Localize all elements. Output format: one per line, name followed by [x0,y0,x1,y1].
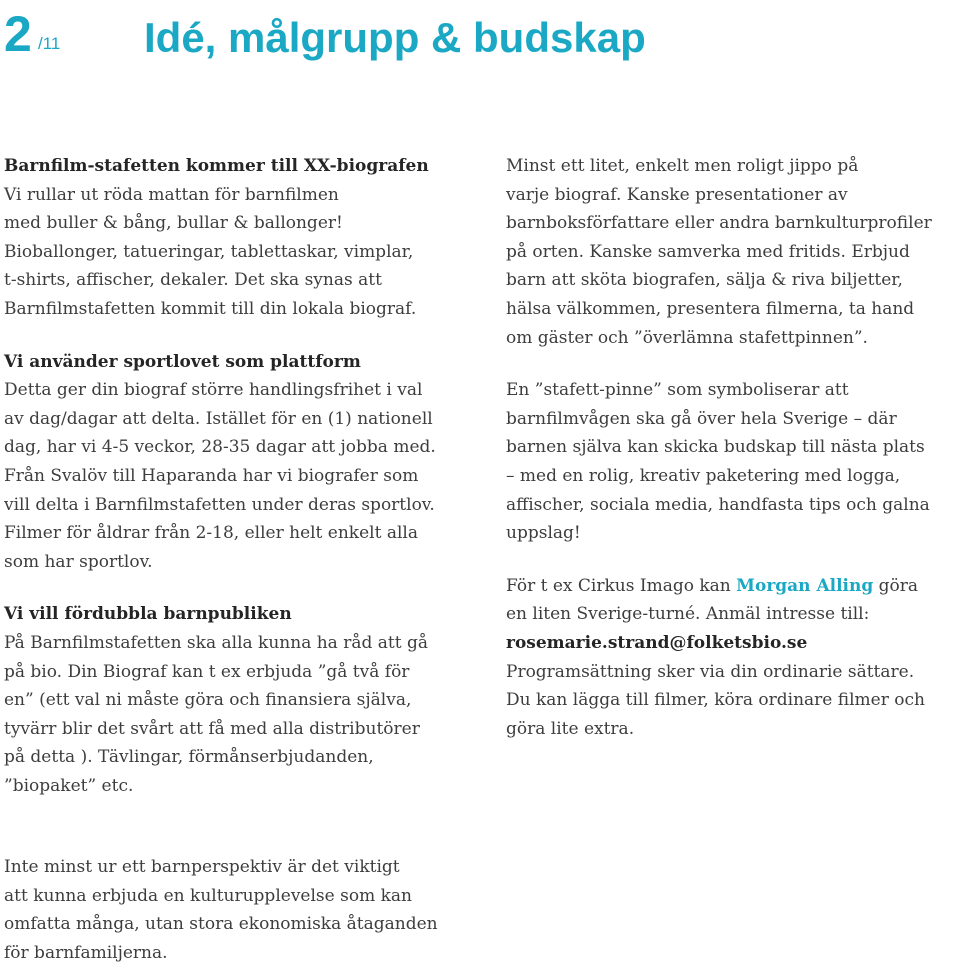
text-run: göra [873,575,919,596]
body-line: affischer, sociala media, handfasta tips och galna [506,494,930,515]
paragraph-stafett-pinne [506,376,958,548]
body-line: Vi rullar ut röda mattan för barnfilmen [4,184,339,205]
body-line: Programsättning sker via din ordinarie sättare. [506,661,915,682]
body-line: Inte minst ur ett barnperspektiv är det viktigt [4,857,400,877]
body-line: av dag/dagar att delta. Istället för en (1) nationell [4,408,433,429]
section-heading: Barnfilm-stafetten kommer till XX-biografen [4,156,429,176]
section-sportlovet [4,348,474,577]
highlighted-name: Morgan Alling [736,575,874,596]
body-line: barnboksförfattare eller andra barnkulturprofiler [506,213,932,234]
body-line: dag, har vi 4-5 veckor, 28-35 dagar att jobba med. [4,437,436,458]
section-barnfilm-stafetten [4,152,474,324]
body-line: att kunna erbjuda en kulturupplevelse som kan [4,885,412,906]
body-line: en” (ett val ni måste göra och finansiera själva, [4,690,412,711]
section-heading: Vi vill fördubbla barnpubliken [4,604,292,625]
body-line: på orten. Kanske samverka med fritids. Erbjud [506,241,910,262]
body-line: om gäster och ”överlämna stafettpinnen”. [506,327,868,348]
body-line: Minst ett litet, enkelt men roligt jippo på [506,156,859,176]
body-line: uppslag! [506,523,581,544]
body-line [506,572,958,601]
body-line: varje biograf. Kanske presentationer av [506,184,848,205]
page-number: 2 [4,6,32,62]
body-line: vill delta i Barnfilmstafetten under deras sportlov. [4,494,435,515]
body-line: hälsa välkommen, presentera filmerna, ta hand [506,298,915,319]
closing-paragraph [4,853,474,967]
body-line: ”biopaket” etc. [4,775,134,796]
section-heading: Vi använder sportlovet som plattform [4,351,361,372]
body-line: som har sportlov. [4,551,153,572]
body-line: t-shirts, affischer, dekaler. Det ska synas att [4,270,382,291]
paragraph-jippo [506,152,958,352]
body-line: på detta ). Tävlingar, förmånserbjudanden, [4,747,374,768]
paragraph-cirkus-imago [506,572,958,744]
body-line: Detta ger din biograf större handlingsfrihet i val [4,380,423,401]
body-line: Från Svalöv till Haparanda har vi biografer som [4,465,419,486]
body-line: barnen själva kan skicka budskap till nästa plats [506,437,925,458]
contact-email: rosemarie.strand@folketsbio.se [506,632,808,653]
body-line: En ”stafett-pinne” som symboliserar att [506,380,849,401]
body-line: Filmer för åldrar från 2-18, eller helt enkelt alla [4,523,418,544]
body-line: tyvärr blir det svårt att få med alla distributörer [4,718,420,739]
page-header [0,2,960,74]
body-line: – med en rolig, kreativ paketering med logga, [506,465,901,486]
body-line: barn att sköta biografen, sälja & riva biljetter, [506,270,903,291]
body-line: Barnfilmstafetten kommit till din lokala biograf. [4,298,417,319]
right-column [506,152,958,743]
text-run: För t ex Cirkus Imago kan [506,575,737,596]
page-total: /11 [38,34,61,53]
body-line: för barnfamiljerna. [4,942,168,963]
body-line: på bio. Din Biograf kan t ex erbjuda ”gå två för [4,661,410,682]
body-line: barnfilmvågen ska gå över hela Sverige – där [506,408,897,429]
body-line: göra lite extra. [506,718,635,739]
left-column [4,152,474,800]
section-fordubbla-barnpubliken [4,600,474,800]
body-line: en liten Sverige-turné. Anmäl intresse till: [506,604,870,625]
body-line: Du kan lägga till filmer, köra ordinare filmer och [506,690,925,711]
page-title: Idé, målgrupp & budskap [144,14,646,61]
body-line: med buller & bång, bullar & ballonger! [4,213,343,234]
body-line: På Barnfilmstafetten ska alla kunna ha råd att gå [4,632,428,653]
body-line: Bioballonger, tatueringar, tablettaskar, vimplar, [4,241,414,262]
body-line: omfatta många, utan stora ekonomiska åtaganden [4,914,438,935]
